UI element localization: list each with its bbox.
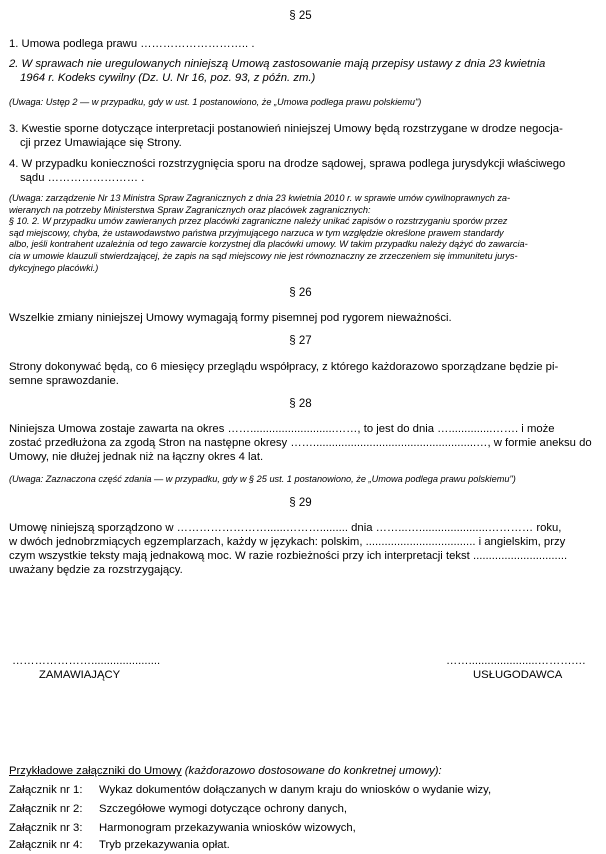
attachments-heading (9, 765, 442, 777)
s25-paragraph-4-line-2: sądu …………………… . (20, 172, 145, 184)
s28-line-2: zostać przedłużona za zgodą Stron na następne okresy ……....................................................…, w formie aneksu do (9, 437, 592, 449)
note-2-line: dykcyjnego placówki.) (9, 262, 99, 273)
s29-line-4: uważany będzie za rozstrzygający. (9, 564, 183, 576)
s27-line-2: semne sprawozdanie. (9, 375, 119, 387)
note-2-line: (Uwaga: zarządzenie Nr 13 Ministra Spraw Zagranicznych z dnia 23 kwietnia 2010 r. w sprawie umów cywilnoprawnych za- (9, 193, 511, 203)
note-2-line: sąd miejscowy, chyba, że ustawodawstwo państwa przyjmującego narzuca w tym względzie określone prawem standardy (9, 227, 504, 238)
s29-line-3: czym wszystkie teksty mają jednakową moc. W razie rozbieżności przy ich interpretacji tekst .............................. (9, 550, 568, 562)
s25-paragraph-2-line-2: 1964 r. Kodeks cywilny (Dz. U. Nr 16, poz. 93, z późn. zm.) (20, 72, 316, 84)
s29-line-1: Umowę niniejszą sporządzono w ……………………......………......... dnia ……...…......................………… roku, (9, 522, 562, 534)
section-29-heading: § 29 (289, 497, 312, 509)
s25-paragraph-2-line-1: 2. W sprawach nie uregulowanych niniejszą Umową zastosowanie mają przepisy ustawy z dnia 23 kwietnia (9, 58, 546, 70)
attachment-label: Załącznik nr 2: (9, 803, 83, 815)
s25-paragraph-1: 1. Umowa podlega prawu ……………………….. . (9, 38, 255, 50)
note-2-line: § 10. 2. W przypadku umów zawieranych przez placówki zagraniczne należy unikać zapisów o rozstrzyganiu sporów przez (9, 216, 508, 227)
s25-paragraph-3-line-1: 3. Kwestie sporne dotyczące interpretacji postanowień niniejszej Umowy będą rozstrzygane w drodze negocja- (9, 123, 563, 135)
s25-note-1: (Uwaga: Ustęp 2 — w przypadku, gdy w ust. 1 postanowiono, że „Umowa podlega prawu polskiemu") (9, 97, 422, 107)
note-2-line: albo, jeśli kontrahent uzależnia od tego zawarcie korzystnej dla placówki umowy. W takim przypadku należy dążyć do zawarcia- (9, 239, 528, 250)
s25-paragraph-4-line-1: 4. W przypadku konieczności rozstrzygnięcia sporu na drodze sądowej, sprawa podlega jurysdykcji właściwego (9, 158, 566, 170)
attachment-text: Harmonogram przekazywania wniosków wizowych, (99, 822, 356, 834)
attachment-label: Załącznik nr 1: (9, 784, 83, 796)
attachment-item (9, 803, 347, 815)
service-provider-signature-line: ……......................……….… (446, 655, 586, 667)
section-28-heading: § 28 (289, 398, 312, 410)
s28-line-3: Umowy, nie dłużej jednak niż na łączny okres 4 lat. (9, 451, 264, 463)
contracting-party-label: ZAMAWIAJĄCY (39, 669, 121, 681)
attachment-label: Załącznik nr 3: (9, 822, 83, 834)
s28-note: (Uwaga: Zaznaczona część zdania — w przypadku, gdy w § 25 ust. 1 postanowiono, że „Umowa podlega prawu polskiemu") (9, 474, 516, 484)
note-2-line: cia w umowie klauzuli stwierdzającej, że zapis na sąd miejscowy nie jest równoznaczny ze zrzeczeniem się immunitetu jurys- (9, 250, 518, 261)
s29-line-2: w dwóch jednobrzmiących egzemplarzach, każdy w językach: polskim, ................................... i angielskim, przy (9, 536, 566, 548)
attachment-item (9, 822, 356, 834)
attachments-heading-title: Przykładowe załączniki do Umowy (9, 765, 182, 777)
s25-note-2 (9, 193, 592, 274)
s25-paragraph-3-line-2: cji przez Umawiające się Strony. (20, 137, 182, 149)
section-27-heading: § 27 (289, 335, 312, 347)
attachment-text: Tryb przekazywania opłat. (99, 839, 230, 851)
attachment-item (9, 784, 491, 796)
section-26-heading: § 26 (289, 287, 312, 299)
s26-text: Wszelkie zmiany niniejszej Umowy wymagają formy pisemnej pod rygorem nieważności. (9, 312, 452, 324)
note-2-line: wieranych na potrzeby Ministerstwa Spraw Zagranicznych oraz placówek zagranicznych: (9, 204, 371, 215)
attachment-item (9, 839, 230, 851)
s27-line-1: Strony dokonywać będą, co 6 miesięcy przeglądu współpracy, z którego każdorazowo sporządzane będzie pi- (9, 361, 559, 373)
attachments-heading-note: (każdorazowo dostosowane do konkretnej umowy): (181, 765, 442, 777)
s28-line-1: Niniejsza Umowa zostaje zawarta na okres ……...........................……, to jest do dnia …..............……. i może (9, 423, 555, 435)
section-25-heading: § 25 (289, 10, 312, 22)
attachment-text: Szczegółowe wymogi dotyczące ochrony danych, (99, 803, 348, 815)
attachment-label: Załącznik nr 4: (9, 839, 83, 851)
service-provider-label: USŁUGODAWCA (473, 669, 563, 681)
attachment-text: Wykaz dokumentów dołączanych w danym kraju do wniosków o wydanie wizy, (99, 784, 492, 796)
contracting-party-signature-line: …………………...................... (12, 655, 161, 667)
